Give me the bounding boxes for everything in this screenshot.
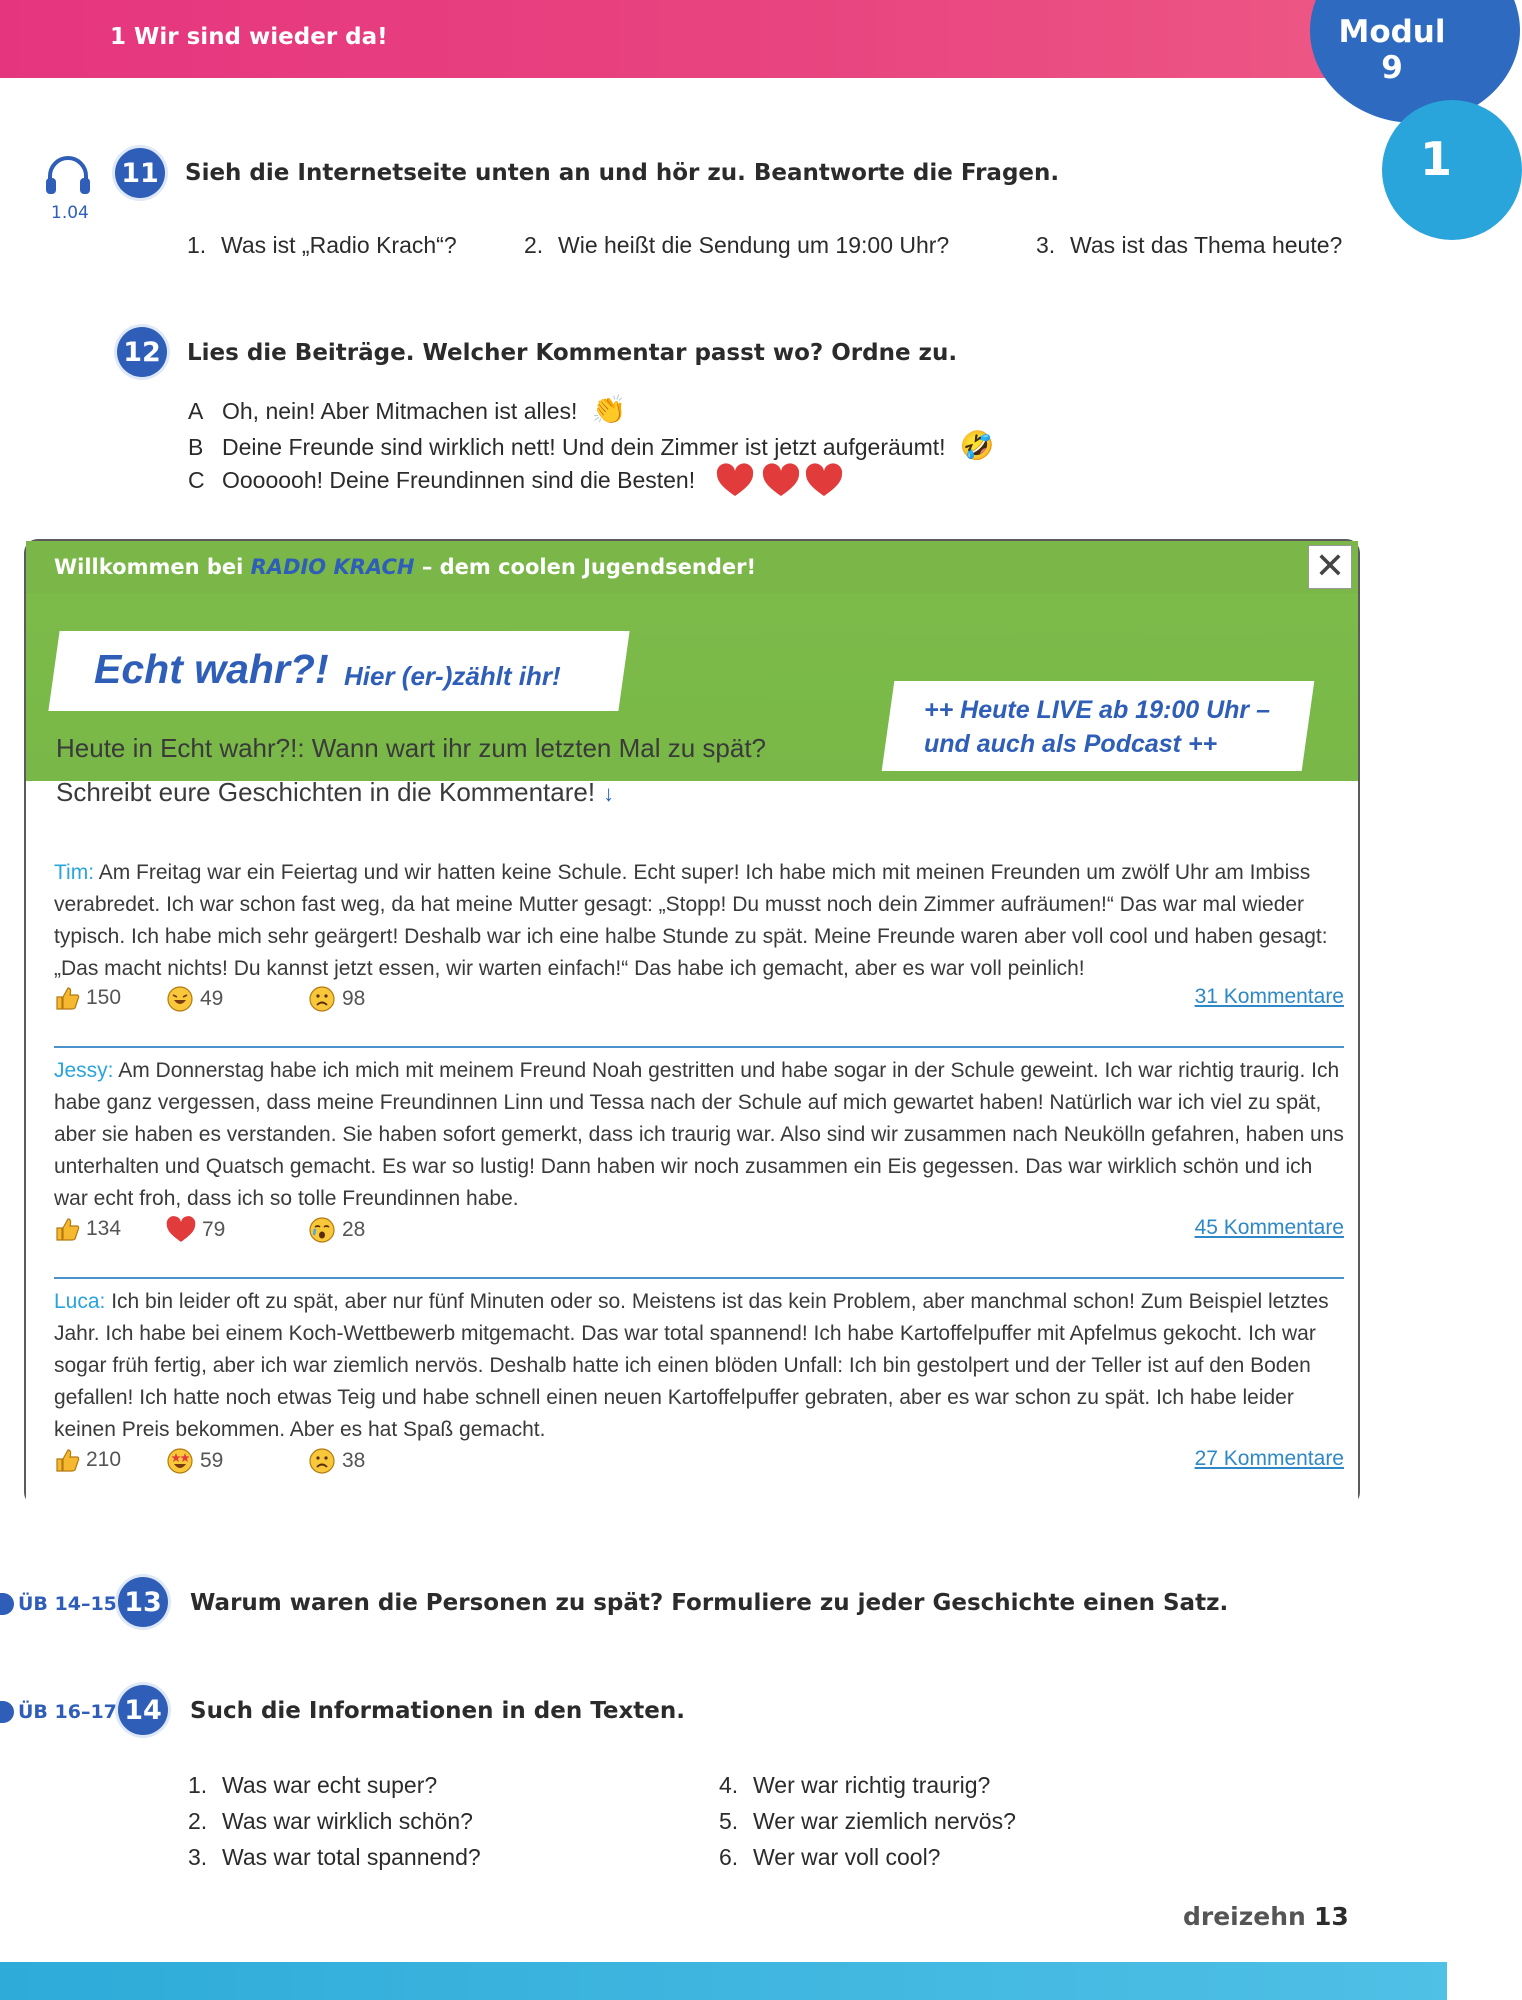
radio-krach-brand[interactable]: RADIO KRACH	[250, 555, 415, 579]
heart-icons	[716, 467, 842, 493]
comments-link[interactable]: 45 Kommentare	[1194, 1216, 1344, 1239]
exercise-13-title: Warum waren die Personen zu spät? Formuliere zu jeder Geschichte einen Satz.	[190, 1590, 1229, 1616]
thumbs-up-icon	[54, 1216, 80, 1242]
thumbs-up-icon	[54, 1447, 80, 1473]
ex11-question-2: 2. Wie heißt die Sendung um 19:00 Uhr?	[524, 232, 950, 258]
sad-reaction[interactable]: 38	[308, 1447, 365, 1475]
ex14-question-3: 3. Was war total spannend?	[188, 1844, 481, 1870]
footer-band	[0, 1962, 1447, 2000]
comments-link[interactable]: 31 Kommentare	[1194, 985, 1344, 1008]
post-luca-reactions	[54, 1447, 1344, 1481]
lesson-number: 1	[1420, 132, 1453, 186]
laugh-reaction[interactable]: 49	[166, 985, 223, 1013]
star-struck-icon	[166, 1447, 194, 1475]
ex12-option-a: A Oh, nein! Aber Mitmachen ist alles! 👏	[188, 394, 627, 425]
thumbs-up-icon	[54, 985, 80, 1011]
post-luca: Luca: Ich bin leider oft zu spät, aber nur fünf Minuten oder so. Meistens ist das kein Problem, aber manchmal schon! Zum Beispiel letztes Jahr. Ich habe bei einem Koch-Wettbewerb mitgemacht. Das war total spannend! Ich habe Kartoffelpuffer mit Apfelmus gekocht. Ich war sogar früh fertig, aber ich war ziemlich nervös. Deshalb hatte ich einen blöden Unfall: Ich bin gestolpert und der Teller ist auf den Boden gefallen! Ich hatte noch etwas Teig und habe schnell einen neuen Kartoffelpuffer gebraten, aber es war schon zu spät. Ich habe leider keinen Preis bekommen. Aber es hat Spaß gemacht.	[54, 1290, 1329, 1441]
post-jessy-reactions	[54, 1216, 1344, 1250]
hero-topic: Heute in Echt wahr?!: Wann wart ihr zum letzten Mal zu spät?	[56, 733, 767, 763]
post-divider	[54, 1046, 1344, 1048]
ex14-question-4: 4. Wer war richtig traurig?	[719, 1772, 991, 1798]
workbook-reference: ÜB 16–17	[0, 1701, 117, 1723]
headphone-icon[interactable]	[44, 152, 92, 196]
like-reaction[interactable]: 210	[54, 1447, 121, 1473]
modul-label: Modul 9	[1338, 14, 1446, 86]
post-tim-reactions	[54, 985, 1344, 1019]
exercise-11-title: Sieh die Internetseite unten an und hör zu. Beantworte die Fragen.	[185, 160, 1060, 186]
audio-track-number: 1.04	[51, 203, 89, 223]
page-number-word: dreizehn	[1183, 1902, 1306, 1931]
post-divider	[54, 1277, 1344, 1279]
comments-link[interactable]: 27 Kommentare	[1194, 1447, 1344, 1470]
chapter-title: 1 Wir sind wieder da!	[110, 24, 388, 50]
crying-face-icon	[308, 1216, 336, 1244]
ex11-question-3: 3. Was ist das Thema heute?	[1036, 232, 1343, 258]
arrow-right-icon	[0, 1701, 14, 1723]
ex14-question-5: 5. Wer war ziemlich nervös?	[719, 1808, 1016, 1834]
like-reaction[interactable]: 134	[54, 1216, 121, 1242]
close-button[interactable]: ✕	[1308, 545, 1352, 589]
heart-icon	[166, 1216, 196, 1244]
heart-reaction[interactable]: 79	[166, 1216, 225, 1244]
arrow-right-icon	[0, 1593, 14, 1615]
sad-face-icon	[308, 985, 336, 1013]
hero-call-to-action: Schreibt eure Geschichten in die Kommentare! ↓	[56, 777, 615, 807]
ex12-option-c: C Ooooooh! Deine Freundinnen sind die Besten!	[188, 465, 842, 499]
exercise-14-title: Such die Informationen in den Texten.	[190, 1698, 685, 1724]
show-subtitle: Hier (er-)zählt ihr!	[344, 661, 561, 691]
page-number: 13	[1314, 1902, 1349, 1931]
ex14-question-1: 1. Was war echt super?	[188, 1772, 438, 1798]
exercise-12-title: Lies die Beiträge. Welcher Kommentar passt wo? Ordne zu.	[187, 340, 958, 366]
laughing-emoji-icon	[166, 985, 194, 1013]
post-author[interactable]: Tim:	[54, 861, 95, 884]
post-author[interactable]: Jessy:	[54, 1059, 114, 1082]
exercise-12-number: 12	[117, 327, 167, 377]
exercise-14-number: 14	[118, 1685, 168, 1735]
post-tim: Tim: Am Freitag war ein Feiertag und wir hatten keine Schule. Echt super! Ich habe mich mit meinen Freunden um zwölf Uhr am Imbiss verabredet. Ich war schon fast weg, da hat meine Mutter gesagt: „Stopp! Du musst noch dein Zimmer aufräumen!“ Das war mal wieder typisch. Ich habe mich sehr geärgert! Deshalb war ich eine halbe Stunde zu spät. Meine Freunde waren aber voll cool und haben gesagt: „Das macht nichts! Du kannst jetzt essen, wir warten einfach!“ Das habe ich gemacht, aber es war voll peinlich!	[54, 861, 1328, 980]
sad-face-icon	[308, 1447, 336, 1475]
show-title: Echt wahr?!	[94, 646, 329, 692]
ex14-question-6: 6. Wer war voll cool?	[719, 1844, 941, 1870]
workbook-reference: ÜB 14–15	[0, 1593, 117, 1615]
sad-reaction[interactable]: 98	[308, 985, 365, 1013]
ex14-question-2: 2. Was war wirklich schön?	[188, 1808, 473, 1834]
like-reaction[interactable]: 150	[54, 985, 121, 1011]
exercise-11-number: 11	[115, 148, 165, 198]
ex11-question-1: 1. Was ist „Radio Krach“?	[187, 232, 457, 258]
post-author[interactable]: Luca:	[54, 1290, 106, 1313]
website-mockup	[24, 539, 1360, 1506]
exercise-13-number: 13	[118, 1577, 168, 1627]
ex12-option-b: B Deine Freunde sind wirklich nett! Und dein Zimmer ist jetzt aufgeräumt! 🤣	[188, 430, 995, 461]
clapping-hands-icon: 👏	[591, 394, 627, 425]
star-eyes-reaction[interactable]: 59	[166, 1447, 223, 1475]
post-jessy: Jessy: Am Donnerstag habe ich mich mit meinem Freund Noah gestritten und habe sogar in der Schule geweint. Ich war richtig traurig. Ich habe ganz vergessen, dass meine Freundinnen Linn und Tessa nach der Schule auf mich gewartet haben! Natürlich war ich viel zu spät, aber sie haben es verstanden. Sie haben sofort gemerkt, dass ich traurig war. Also sind wir zusammen nach Neukölln gefahren, haben uns unterhalten und Quatsch gemacht. Es war so lustig! Dann haben wir noch zusammen ein Eis gegessen. Das war wirklich schön und ich war echt froh, dass ich so tolle Freundinnen habe.	[54, 1059, 1344, 1210]
arrow-down-icon: ↓	[603, 781, 615, 806]
laughing-emoji-icon: 🤣	[959, 430, 995, 461]
live-announcement: ++ Heute LIVE ab 19:00 Uhr – und auch als Podcast ++	[924, 696, 1270, 758]
crying-reaction[interactable]: 28	[308, 1216, 365, 1244]
site-welcome-text: Willkommen bei RADIO KRACH – dem coolen Jugendsender!	[54, 555, 757, 579]
